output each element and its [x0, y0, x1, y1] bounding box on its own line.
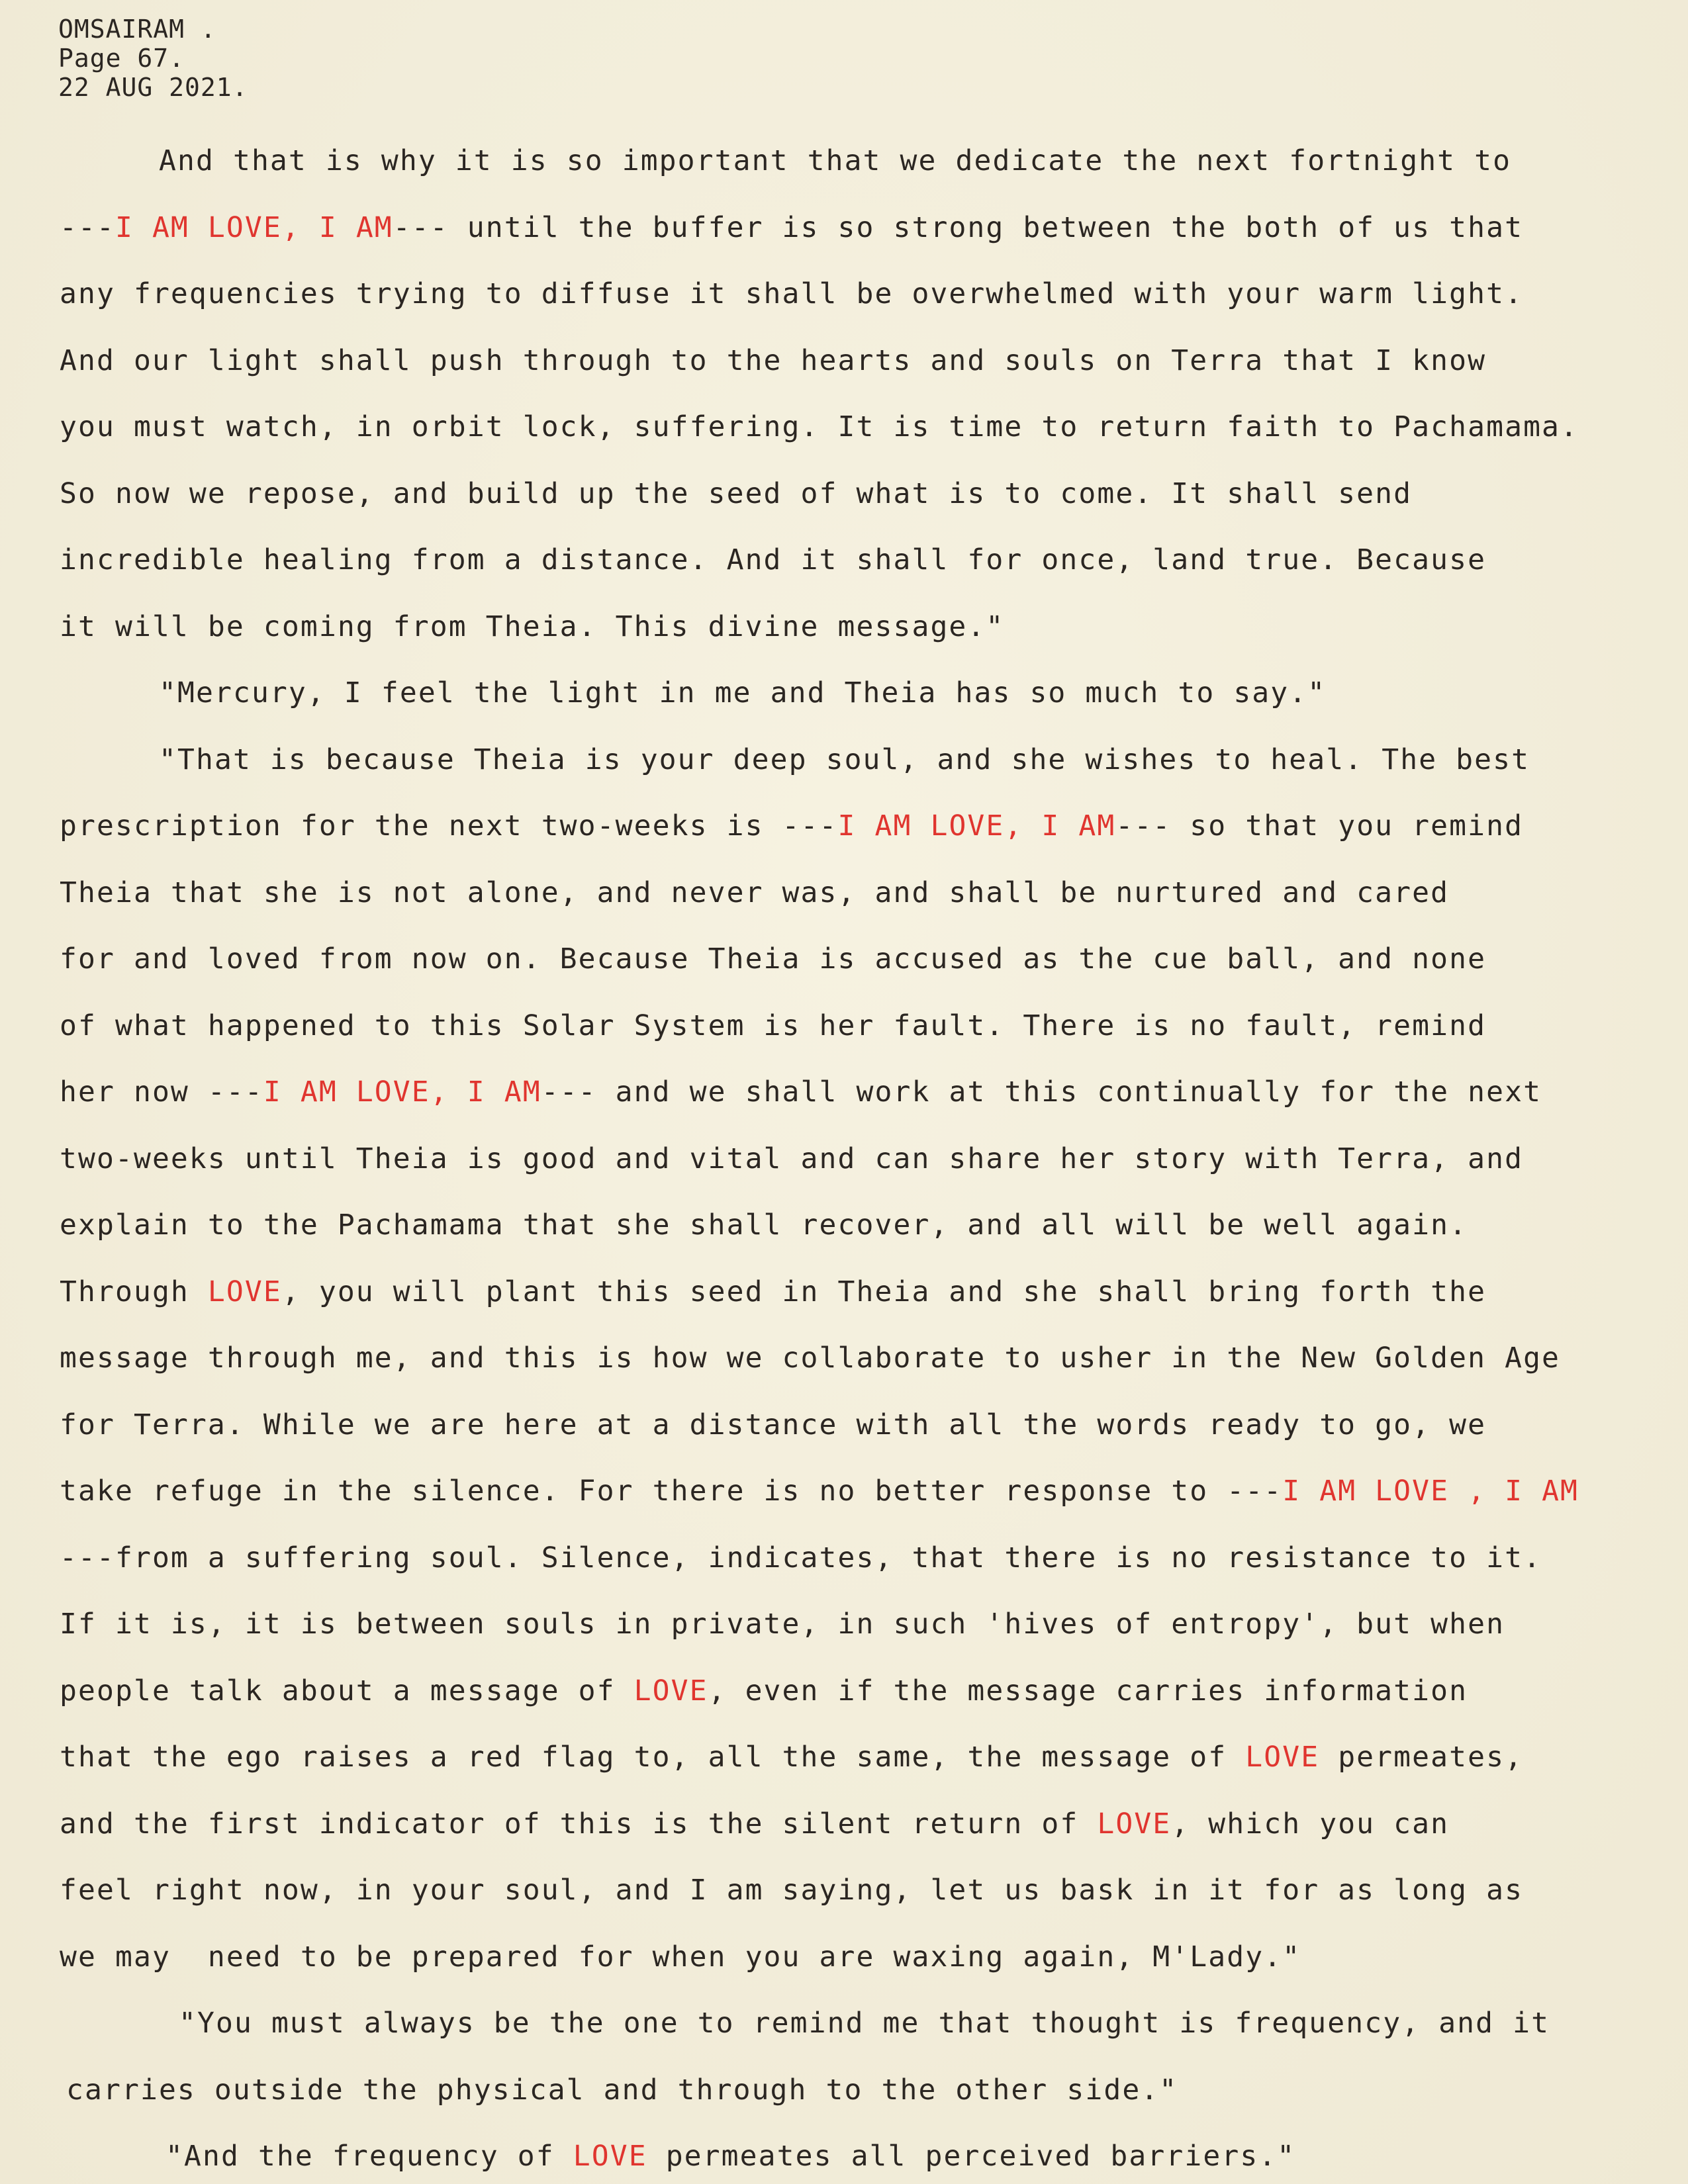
- text-segment: permeates all perceived barriers.": [647, 2140, 1296, 2173]
- text-segment: , even if the message carries information: [708, 1674, 1468, 1707]
- page-header: [58, 15, 248, 102]
- text-line: [60, 1075, 1542, 1109]
- text-line: [60, 477, 1412, 510]
- text-segment: , which you can: [1171, 1807, 1450, 1841]
- red-emphasis-text: I AM LOVE, I AM: [115, 210, 393, 244]
- text-line: [60, 277, 1523, 310]
- text-segment: And that is why it is so important that we dedicate the next fortnight to: [159, 144, 1512, 177]
- text-line: [60, 1208, 1468, 1242]
- header-page-number: Page 67.: [58, 44, 185, 73]
- text-line: [60, 1608, 1505, 1641]
- text-segment: take refuge in the silence. For there is no better response to ---: [60, 1475, 1283, 1508]
- text-line: [60, 543, 1486, 576]
- text-segment: --- so that you remind: [1115, 809, 1524, 842]
- text-segment: "You must always be the one to remind me that thought is frequency, and it: [179, 2007, 1550, 2040]
- red-emphasis-text: I AM LOVE, I AM: [837, 809, 1116, 842]
- text-segment: ---from a suffering soul. Silence, indicates, that there is no resistance to it.: [60, 1541, 1542, 1574]
- text-segment: explain to the Pachamama that she shall recover, and all will be well again.: [60, 1208, 1468, 1242]
- text-segment: If it is, it is between souls in private, in such 'hives of entropy', but when: [60, 1608, 1505, 1641]
- text-line: [60, 1541, 1542, 1574]
- header-title: OMSAIRAM .: [58, 15, 216, 44]
- text-segment: feel right now, in your soul, and I am saying, let us bask in it for as long as: [60, 1874, 1524, 1907]
- text-line: [60, 1807, 1449, 1841]
- text-segment: "And the frequency of: [165, 2140, 573, 2173]
- text-segment: ---: [60, 210, 115, 244]
- text-segment: prescription for the next two-weeks is ---: [60, 809, 838, 842]
- red-emphasis-text: LOVE: [207, 1275, 282, 1308]
- text-line: [60, 410, 1579, 443]
- text-line: [159, 144, 1511, 177]
- red-emphasis-text: I AM LOVE, I AM: [263, 1075, 541, 1109]
- text-line: [159, 676, 1326, 709]
- red-emphasis-text: LOVE: [573, 2140, 647, 2173]
- text-segment: of what happened to this Solar System is her fault. There is no fault, remind: [60, 1009, 1487, 1042]
- text-line: [60, 1475, 1579, 1508]
- text-line: [165, 2140, 1295, 2173]
- text-line: [60, 876, 1449, 909]
- text-segment: that the ego raises a red flag to, all the same, the message of: [60, 1741, 1246, 1774]
- text-line: [60, 1142, 1523, 1175]
- text-segment: Through: [60, 1275, 208, 1308]
- text-line: [66, 2073, 1178, 2107]
- text-segment: two-weeks until Theia is good and vital and can share her story with Terra, and: [60, 1142, 1524, 1175]
- text-line: [60, 211, 1523, 244]
- text-segment: it will be coming from Theia. This divine message.": [60, 610, 1005, 643]
- text-line: [179, 2007, 1550, 2040]
- text-segment: Theia that she is not alone, and never was, and shall be nurtured and cared: [60, 876, 1450, 909]
- text-segment: message through me, and this is how we collaborate to usher in the New Golden Age: [60, 1342, 1561, 1375]
- red-emphasis-text: LOVE: [1245, 1741, 1320, 1774]
- text-line: [60, 942, 1486, 976]
- text-line: [60, 344, 1486, 377]
- header-date: 22 AUG 2021.: [58, 73, 248, 102]
- text-segment: we may need to be prepared for when you are waxing again, M'Lady.": [60, 1940, 1301, 1974]
- text-segment: her now ---: [60, 1075, 263, 1109]
- red-emphasis-text: LOVE: [633, 1674, 708, 1707]
- text-line: [60, 1342, 1560, 1375]
- text-segment: "Mercury, I feel the light in me and Theia has so much to say.": [159, 676, 1327, 709]
- text-segment: and the first indicator of this is the silent return of: [60, 1807, 1098, 1841]
- text-line: [60, 1275, 1486, 1308]
- text-segment: people talk about a message of: [60, 1674, 634, 1707]
- text-segment: "That is because Theia is your deep soul, and she wishes to heal. The best: [159, 743, 1530, 776]
- text-segment: --- and we shall work at this continually for the next: [541, 1075, 1542, 1109]
- red-emphasis-text: I AM LOVE , I AM: [1282, 1475, 1579, 1508]
- text-segment: for and loved from now on. Because Theia is accused as the cue ball, and none: [60, 942, 1487, 976]
- text-segment: carries outside the physical and through to the other side.": [66, 2073, 1178, 2107]
- text-segment: permeates,: [1319, 1741, 1524, 1774]
- text-line: [60, 1408, 1486, 1441]
- text-line: [60, 1940, 1301, 1974]
- text-segment: So now we repose, and build up the seed of what is to come. It shall send: [60, 477, 1413, 510]
- text-line: [60, 1741, 1523, 1774]
- text-line: [60, 1874, 1523, 1907]
- text-line: [60, 610, 1004, 643]
- text-segment: incredible healing from a distance. And it shall for once, land true. Because: [60, 543, 1487, 576]
- red-emphasis-text: LOVE: [1097, 1807, 1172, 1841]
- text-segment: you must watch, in orbit lock, suffering. It is time to return faith to Pachamama.: [60, 410, 1579, 443]
- text-segment: any frequencies trying to diffuse it shall be overwhelmed with your warm light.: [60, 277, 1524, 310]
- text-line: [159, 743, 1530, 776]
- text-segment: --- until the buffer is so strong between the both of us that: [393, 210, 1524, 244]
- text-segment: And our light shall push through to the hearts and souls on Terra that I know: [60, 343, 1487, 377]
- text-line: [60, 1009, 1486, 1042]
- text-segment: , you will plant this seed in Theia and she shall bring forth the: [281, 1275, 1487, 1308]
- text-line: [60, 809, 1523, 842]
- text-segment: for Terra. While we are here at a distance with all the words ready to go, we: [60, 1408, 1487, 1441]
- text-line: [60, 1674, 1468, 1707]
